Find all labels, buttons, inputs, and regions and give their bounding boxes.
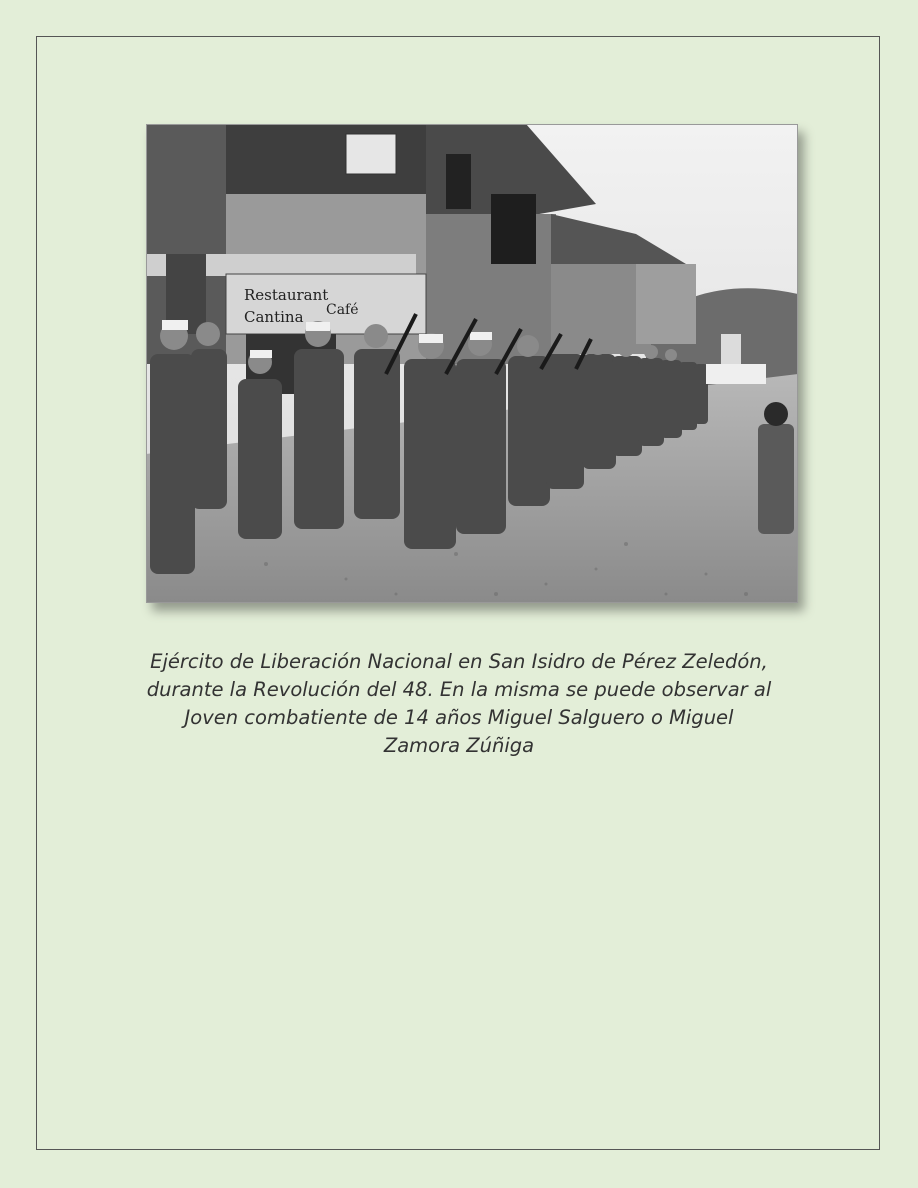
photo-illustration xyxy=(146,124,798,603)
caption-line: Ejército de Liberación Nacional en San Isidro de Pérez Zeledón, xyxy=(150,650,768,673)
caption-line: durante la Revolución del 48. En la misma se puede observar al xyxy=(146,678,772,701)
svg-text:Café: Café xyxy=(326,302,359,318)
historical-photo xyxy=(146,124,798,603)
photo-caption xyxy=(120,648,798,760)
caption-line: Joven combatiente de 14 años Miguel Salguero o Miguel xyxy=(184,706,734,729)
svg-text:Cantina: Cantina xyxy=(244,308,304,326)
caption-line: Zamora Zúñiga xyxy=(383,734,535,757)
svg-text:Restaurant: Restaurant xyxy=(244,286,329,304)
